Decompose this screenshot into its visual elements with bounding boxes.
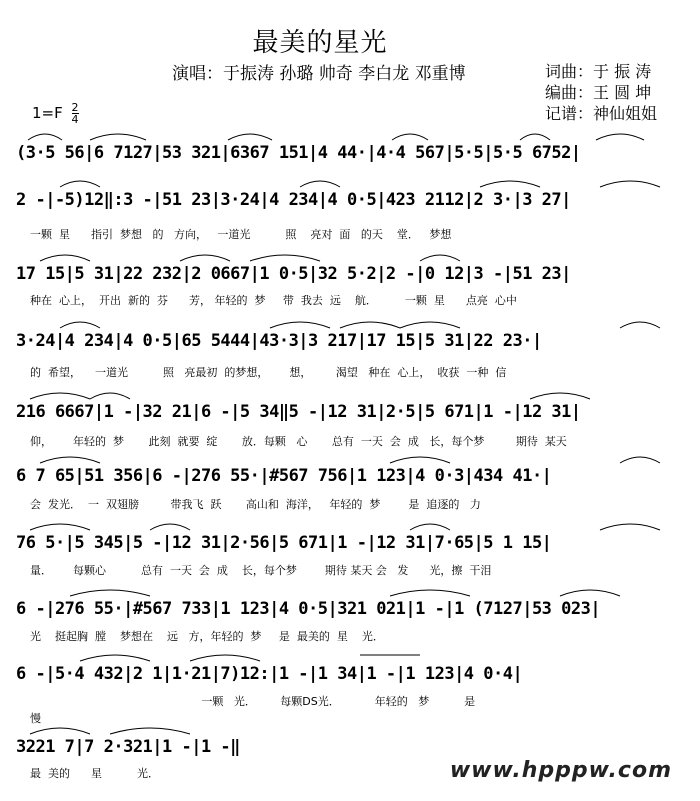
staff-line-1: (3·5 56|6 7127|53 321|6367 151|4 44·|4·4 567|5·5|5·5 6752| — [16, 143, 581, 163]
slur — [90, 393, 130, 399]
slur — [28, 134, 62, 140]
key-signature — [32, 102, 79, 125]
slur — [620, 457, 660, 463]
credit-transcriber — [545, 101, 657, 124]
song-title: 最美的星光 — [252, 28, 388, 58]
lyric-line-6: 会 发光． 一 双翅膀 带我飞 跃 高山和 海洋， 年轻的 梦 是 追逐的 力 — [30, 498, 481, 511]
slur — [150, 524, 190, 530]
slur — [410, 524, 450, 530]
slur — [40, 255, 90, 261]
slur — [520, 134, 550, 140]
credit-arranger — [545, 80, 651, 103]
watermark: www.hpppw.com — [449, 758, 672, 783]
slur — [60, 322, 100, 328]
slur — [270, 322, 330, 328]
staff-line-5: 216 6667|1 -|32 21|6 -|5 34‖5 -|12 31|2·5|5 671|1 -|12 31| — [16, 402, 581, 422]
staff-line-4: 3·24|4 234|4 0·5|65 5444|43·3|3 217|17 15|5 31|22 23·| — [16, 331, 542, 351]
credit-lyrics-music — [545, 59, 651, 82]
slur — [300, 181, 340, 187]
slur — [480, 181, 540, 187]
slur — [560, 590, 620, 596]
slur — [30, 393, 90, 399]
slur — [30, 728, 90, 734]
staff-line-3: 17 15|5 31|22 232|2 0667|1 0·5|32 5·2|2 -|0 12|3 -|51 23| — [16, 264, 571, 284]
slur — [30, 524, 90, 530]
staff-line-7: 76 5·|5 345|5 -|12 31|2·56|5 671|1 -|12 31|7·65|5 1 15| — [16, 533, 552, 553]
staff-line-9: 6 -|5·4 432|2 1|1·21|7)12:|1 -|1 34|1 -|1 123|4 0·4| — [16, 664, 523, 684]
slur — [600, 524, 660, 530]
credit-label: 编曲： — [545, 83, 594, 102]
lyric-line-10: 最 美的 星 光． — [30, 767, 159, 780]
slur — [40, 457, 100, 463]
key-label: 1=F — [32, 104, 63, 122]
lyric-line-4: 的 希望， 一道光 照 亮最初 的梦想， 想， 渴望 种在 心上， 收获 一种 信 — [30, 366, 507, 379]
lyric-line-5: 仰， 年轻的 梦 此刻 就要 绽 放．每颗 心 总有 一天 会 成 长，每个梦 期待 某天 — [30, 435, 567, 448]
slur — [596, 134, 644, 140]
lyric-line-3: 种在 心上， 开出 新的 芬 芳， 年轻的 梦 带 我去 远 航． 一颗 星 点亮 心中 — [30, 294, 517, 307]
lyric-line-7: 量． 每颗心 总有 一天 会 成 长，每个梦 期待 某天 会 发 光，擦 干泪 — [30, 564, 492, 577]
staff-line-6: 6 7 65|51 356|6 -|276 55·|#567 756|1 123|4 0·3|434 41·| — [16, 466, 552, 486]
slur — [620, 322, 660, 328]
meter-bottom: 4 — [71, 113, 79, 126]
slur — [80, 655, 150, 661]
slur — [390, 457, 450, 463]
credit-label: 词曲： — [545, 62, 594, 81]
lyric-line-2: 一颗 星 指引 梦想 的 方向， 一道光 照 亮对 面 的天 堂． 梦想 — [30, 228, 452, 241]
slur — [400, 322, 460, 328]
slur — [340, 322, 400, 328]
slur — [90, 134, 146, 140]
slur — [190, 655, 260, 661]
meter-top: 2 — [71, 101, 79, 114]
tempo-marking: 慢 — [30, 712, 41, 725]
slur — [390, 590, 470, 596]
staff-line-8: 6 -|276 55·|#567 733|1 123|4 0·5|321 021|1 -|1 (7127|53 023| — [16, 599, 601, 619]
credit-label: 记谱： — [545, 104, 594, 123]
slur — [250, 255, 320, 261]
credit-value: 神仙姐姐 — [593, 104, 658, 123]
staff-line-10: 3221 7|7 2·321|1 -|1 -‖ — [16, 737, 240, 757]
slur — [60, 181, 100, 187]
time-signature — [72, 102, 79, 125]
slur — [392, 134, 428, 140]
credit-value: 于 振 涛 — [593, 62, 652, 81]
lyric-line-9: 一颗 光． 每颗DS光． 年轻的 梦 是 — [30, 695, 476, 708]
slur — [110, 728, 190, 734]
slur — [228, 134, 272, 140]
credit-value: 王 圆 坤 — [593, 83, 652, 102]
staff-line-2: 2 -|-5)12‖:3 -|51 23|3·24|4 234|4 0·5|423 2112|2 3·|3 27| — [16, 190, 571, 210]
singers-credit: 演唱：于振涛 孙璐 帅奇 李白龙 邓重博 — [172, 64, 466, 84]
slur — [600, 181, 660, 187]
slur — [420, 255, 460, 261]
lyric-line-8: 光 挺起胸 膛 梦想在 远 方，年轻的 梦 是 最美的 星 光． — [30, 630, 384, 643]
slur — [70, 590, 150, 596]
slur — [530, 393, 590, 399]
slur — [180, 255, 230, 261]
